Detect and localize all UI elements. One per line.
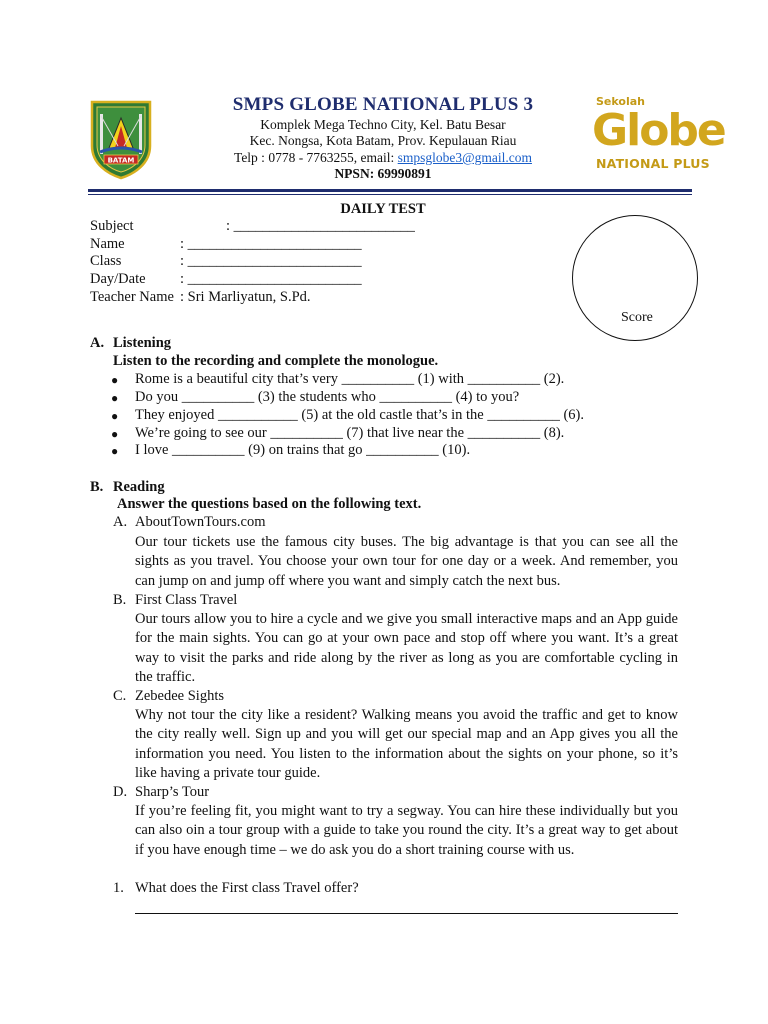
- class-field[interactable]: : ________________________: [180, 253, 362, 269]
- section-b-title: Reading: [113, 479, 165, 495]
- test-title: DAILY TEST: [340, 201, 426, 217]
- text-c-body: Why not tour the city like a resident? Walking means you avoid the traffic and get to know the city really well. Sign up and you will get our special map and an App gives you all the information you need. You listen to the information about the sights on your phone, so it’s like having a private tour guide.: [135, 707, 678, 781]
- name-label: Name: [90, 236, 125, 252]
- logo-sekolah-text: Sekolah: [596, 95, 645, 108]
- batam-logo-text: BATAM: [107, 156, 135, 165]
- school-name: SMPS GLOBE NATIONAL PLUS 3: [232, 94, 534, 115]
- listening-item-1: Rome is a beautiful city that’s very __________ (1) with __________ (2).: [135, 371, 565, 387]
- answer-line[interactable]: [135, 913, 678, 914]
- teacher-row: [90, 289, 490, 309]
- class-row: [90, 253, 490, 273]
- listening-item-2: Do you __________ (3) the students who __________ (4) to you?: [135, 389, 520, 405]
- section-a-marker: A.: [90, 335, 105, 351]
- section-b-instruction: Answer the questions based on the following text.: [117, 496, 422, 512]
- logo-national-plus-text: NATIONAL PLUS: [596, 156, 710, 171]
- date-field[interactable]: : ________________________: [180, 271, 362, 287]
- text-c-marker: C.: [113, 688, 127, 704]
- listening-item-3: They enjoyed ___________ (5) at the old castle that’s in the __________ (6).: [135, 407, 585, 423]
- listening-item-5: I love __________ (9) on trains that go __________ (10).: [135, 442, 471, 458]
- teacher-name: : Sri Marliyatun, S.Pd.: [180, 289, 311, 305]
- contact-line: [200, 150, 566, 166]
- text-b-marker: B.: [113, 592, 127, 608]
- bullet-icon: ●: [111, 427, 119, 441]
- subject-field[interactable]: : _________________________: [226, 218, 415, 234]
- bullet-icon: ●: [111, 391, 119, 405]
- address-line-2: Kec. Nongsa, Kota Batam, Prov. Kepulauan Riau: [249, 133, 517, 148]
- class-label: Class: [90, 253, 122, 269]
- email-link[interactable]: smpsglobe3@gmail.com: [397, 150, 532, 165]
- section-a-instruction: Listen to the recording and complete the monologue.: [113, 353, 439, 369]
- listening-item-4: We’re going to see our __________ (7) that live near the __________ (8).: [135, 425, 565, 441]
- text-a-marker: A.: [113, 514, 128, 530]
- teacher-label: Teacher Name: [90, 289, 174, 305]
- bullet-icon: ●: [111, 409, 119, 423]
- text-d-marker: D.: [113, 784, 128, 800]
- text-c-title: Zebedee Sights: [135, 688, 224, 704]
- text-d-body: If you’re feeling fit, you might want to try a segway. You can hire these individually but you can also oin a tour group with a guide to take you round the city. It’s a great way to get about if you have enough time – we do ask you do a short training course with us.: [135, 803, 678, 858]
- text-b-title: First Class Travel: [135, 592, 238, 608]
- subject-row: [90, 218, 490, 238]
- date-label: Day/Date: [90, 271, 146, 287]
- logo-globe-text: Globe: [592, 105, 725, 156]
- score-label: Score: [621, 310, 653, 325]
- text-a-body: Our tour tickets use the famous city buses. The big advantage is that you can see all the sights as you travel. You choose your own tour for one day or a week. And remember, you can jump on and jump off where you want and simply catch the next bus.: [135, 534, 678, 589]
- question-1-text: What does the First class Travel offer?: [135, 880, 359, 896]
- date-row: [90, 271, 490, 291]
- address-line-1: Komplek Mega Techno City, Kel. Batu Besar: [260, 117, 506, 132]
- phone-text: Telp : 0778 - 7763255, email:: [234, 150, 398, 165]
- batam-emblem-logo: [88, 98, 154, 180]
- bullet-icon: ●: [111, 373, 119, 387]
- section-b-marker: B.: [90, 479, 104, 495]
- header-divider-thin: [88, 194, 692, 195]
- npsn-number: NPSN: 69990891: [334, 166, 432, 181]
- subject-label: Subject: [90, 218, 134, 234]
- header-divider-thick: [88, 189, 692, 192]
- question-1-number: 1.: [113, 880, 124, 896]
- name-field[interactable]: : ________________________: [180, 236, 362, 252]
- text-b-body: Our tours allow you to hire a cycle and we give you small interactive maps and an App guide for the main sights. You can go at your own pace and stop off where you want. It’s a great way to visit the parks and ride along by the river as long as you are comfortable cycling in the traffic.: [135, 611, 678, 685]
- bullet-icon: ●: [111, 444, 119, 458]
- globe-national-plus-logo: [592, 95, 725, 175]
- section-a-title: Listening: [113, 335, 172, 351]
- text-a-title: AboutTownTours.com: [135, 514, 266, 530]
- text-d-title: Sharp’s Tour: [135, 784, 210, 800]
